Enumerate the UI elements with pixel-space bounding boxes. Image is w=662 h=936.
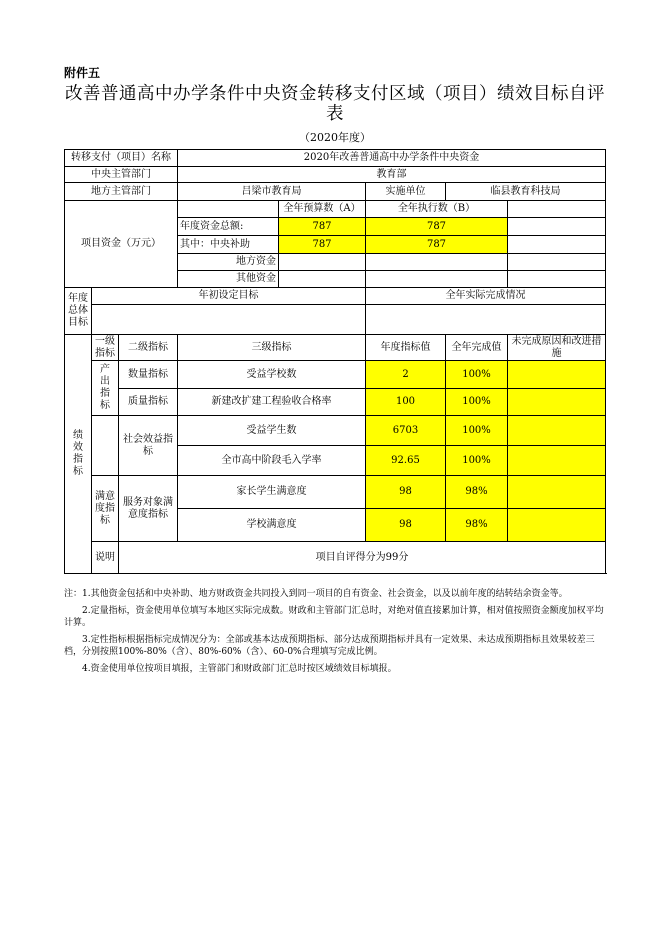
funds-row-budget xyxy=(279,271,366,288)
central-dept-row xyxy=(65,167,606,183)
indicator-reason xyxy=(508,476,606,509)
funds-row-label: 地方资金 xyxy=(178,254,279,271)
indicators-section-text: 绩效指标 xyxy=(73,430,83,477)
program-name-row xyxy=(65,150,606,167)
indicator-name: 家长学生满意度 xyxy=(178,476,366,509)
indicator-completion: 98% xyxy=(446,509,508,542)
quantity-indicator-label: 数量指标 xyxy=(119,361,178,389)
note-item: 4.资金使用单位按项目填报，主管部门和财政部门汇总时按区域绩效目标填报。 xyxy=(82,663,397,674)
indicator-target: 2 xyxy=(366,361,446,389)
indicator-completion: 100% xyxy=(446,389,508,416)
indicator-reason xyxy=(508,361,606,389)
satisfaction-indicator-label xyxy=(92,476,119,542)
indicator-target: 100 xyxy=(366,389,446,416)
indicator-name: 学校满意度 xyxy=(178,509,366,542)
goals-col-planned: 年初设定目标 xyxy=(92,288,366,305)
remark-label: 说明 xyxy=(92,542,119,574)
funds-row-exec: 787 xyxy=(366,236,508,254)
funds-header-row xyxy=(65,201,606,218)
page-title: 改善普通高中办学条件中央资金转移支付区域（项目）绩效目标自评表 xyxy=(65,84,605,124)
indicator-completion: 100% xyxy=(446,416,508,446)
funds-blank-cell xyxy=(508,201,606,218)
funds-row-label: 其他资金 xyxy=(178,271,279,288)
indicator-reason xyxy=(508,509,606,542)
note-item: 3.定性指标根据指标完成情况分为：全部或基本达成预期指标、部分达成预期指标并具有一定效果、未达成预期指标且效果较差三档，分别按照100%-80%（含）、80%-60%（含）、60-0%合理填写完成比例。 xyxy=(64,634,595,657)
central-dept-label: 中央主管部门 xyxy=(65,167,178,183)
local-dept-value: 吕梁市教育局 xyxy=(178,183,366,201)
funds-blank-cell xyxy=(508,236,606,254)
goals-planned-value xyxy=(92,305,366,335)
funds-col-exec: 全年执行数（B） xyxy=(366,201,508,218)
indicator-reason xyxy=(508,446,606,476)
remark-row xyxy=(65,542,606,574)
goals-header-row xyxy=(65,288,606,305)
service-indicator-text: 服务对象满意度指标 xyxy=(123,496,173,520)
indicator-name: 全市高中阶段毛入学率 xyxy=(178,446,366,476)
goals-content-row xyxy=(65,305,606,335)
indicator-completion: 100% xyxy=(446,446,508,476)
social-indicator-text: 社会效益指标 xyxy=(123,433,173,457)
indicator-reason xyxy=(508,389,606,416)
indicators-section-label xyxy=(65,335,92,574)
indicator-reason xyxy=(508,416,606,446)
funds-row-label: 年度资金总额: xyxy=(178,218,279,236)
funds-col-budget: 全年预算数（A） xyxy=(279,201,366,218)
goals-actual-value xyxy=(366,305,606,335)
funds-blank-cell xyxy=(508,218,606,236)
notes-section xyxy=(64,588,606,679)
social-indicator-label xyxy=(119,416,178,476)
indicator-row xyxy=(65,361,606,389)
output-indicator-text: 产出指标 xyxy=(100,364,110,411)
col-level2: 二级指标 xyxy=(119,335,178,361)
col-level1 xyxy=(92,335,119,361)
program-name-value: 2020年改善普通高中办学条件中央资金 xyxy=(178,150,606,167)
col-reason: 未完成原因和改进措施 xyxy=(508,335,606,361)
year-label: （2020年度） xyxy=(299,131,371,144)
funds-row-budget xyxy=(279,254,366,271)
funds-blank-cell xyxy=(508,254,606,271)
funds-blank-cell xyxy=(508,271,606,288)
goals-section-label: 年度总体目标 xyxy=(65,288,92,335)
indicator-name: 新建改扩建工程验收合格率 xyxy=(178,389,366,416)
note-item: 2.定量指标，资金使用单位填写本地区实际完成数。财政和主管部门汇总时，对绝对值直接累加计算，相对值按照资金额度加权平均计算。 xyxy=(64,605,604,628)
funds-row-exec xyxy=(366,271,508,288)
output-indicator-label xyxy=(92,361,119,416)
col-level1-text: 一级指标 xyxy=(95,335,115,359)
indicator-completion: 100% xyxy=(446,361,508,389)
col-level3: 三级指标 xyxy=(178,335,366,361)
funds-row-exec: 787 xyxy=(366,218,508,236)
local-dept-row xyxy=(65,183,606,201)
impl-unit-label: 实施单位 xyxy=(366,183,446,201)
indicator-target: 6703 xyxy=(366,416,446,446)
col-completion: 全年完成值 xyxy=(446,335,508,361)
funds-row-label: 其中：中央补助 xyxy=(178,236,279,254)
indicator-target: 92.65 xyxy=(366,446,446,476)
central-dept-value: 教育部 xyxy=(178,167,606,183)
indicator-target: 98 xyxy=(366,509,446,542)
indicator-name: 受益学校数 xyxy=(178,361,366,389)
funds-row-exec xyxy=(366,254,508,271)
indicator-row xyxy=(65,416,606,446)
annex-label: 附件五 xyxy=(64,66,101,80)
indicator-target: 98 xyxy=(366,476,446,509)
indicator-row xyxy=(65,476,606,509)
evaluation-table xyxy=(64,149,606,574)
service-indicator-label xyxy=(119,476,178,542)
effect-indicator-blank xyxy=(92,416,119,476)
satisfaction-indicator-text: 满意度指标 xyxy=(95,490,115,526)
goals-col-actual: 全年实际完成情况 xyxy=(366,288,606,305)
local-dept-label: 地方主管部门 xyxy=(65,183,178,201)
col-target: 年度指标值 xyxy=(366,335,446,361)
quality-indicator-label: 质量指标 xyxy=(119,389,178,416)
note-item: 注：1.其他资金包括和中央补助、地方财政资金共同投入到同一项目的自有资金、社会资金，以及以前年度的结转结余资金等。 xyxy=(64,589,568,599)
funds-row-budget: 787 xyxy=(279,218,366,236)
impl-unit-value: 临县教育科技局 xyxy=(446,183,606,201)
remark-value: 项目自评得分为99分 xyxy=(119,542,606,574)
program-name-label: 转移支付（项目）名称 xyxy=(65,150,178,167)
indicator-completion: 98% xyxy=(446,476,508,509)
funds-blank-cell xyxy=(178,201,279,218)
indicators-header-row xyxy=(65,335,606,361)
indicator-row xyxy=(65,389,606,416)
indicator-name: 受益学生数 xyxy=(178,416,366,446)
funds-row-budget: 787 xyxy=(279,236,366,254)
funds-section-label: 项目资金（万元） xyxy=(65,201,178,288)
